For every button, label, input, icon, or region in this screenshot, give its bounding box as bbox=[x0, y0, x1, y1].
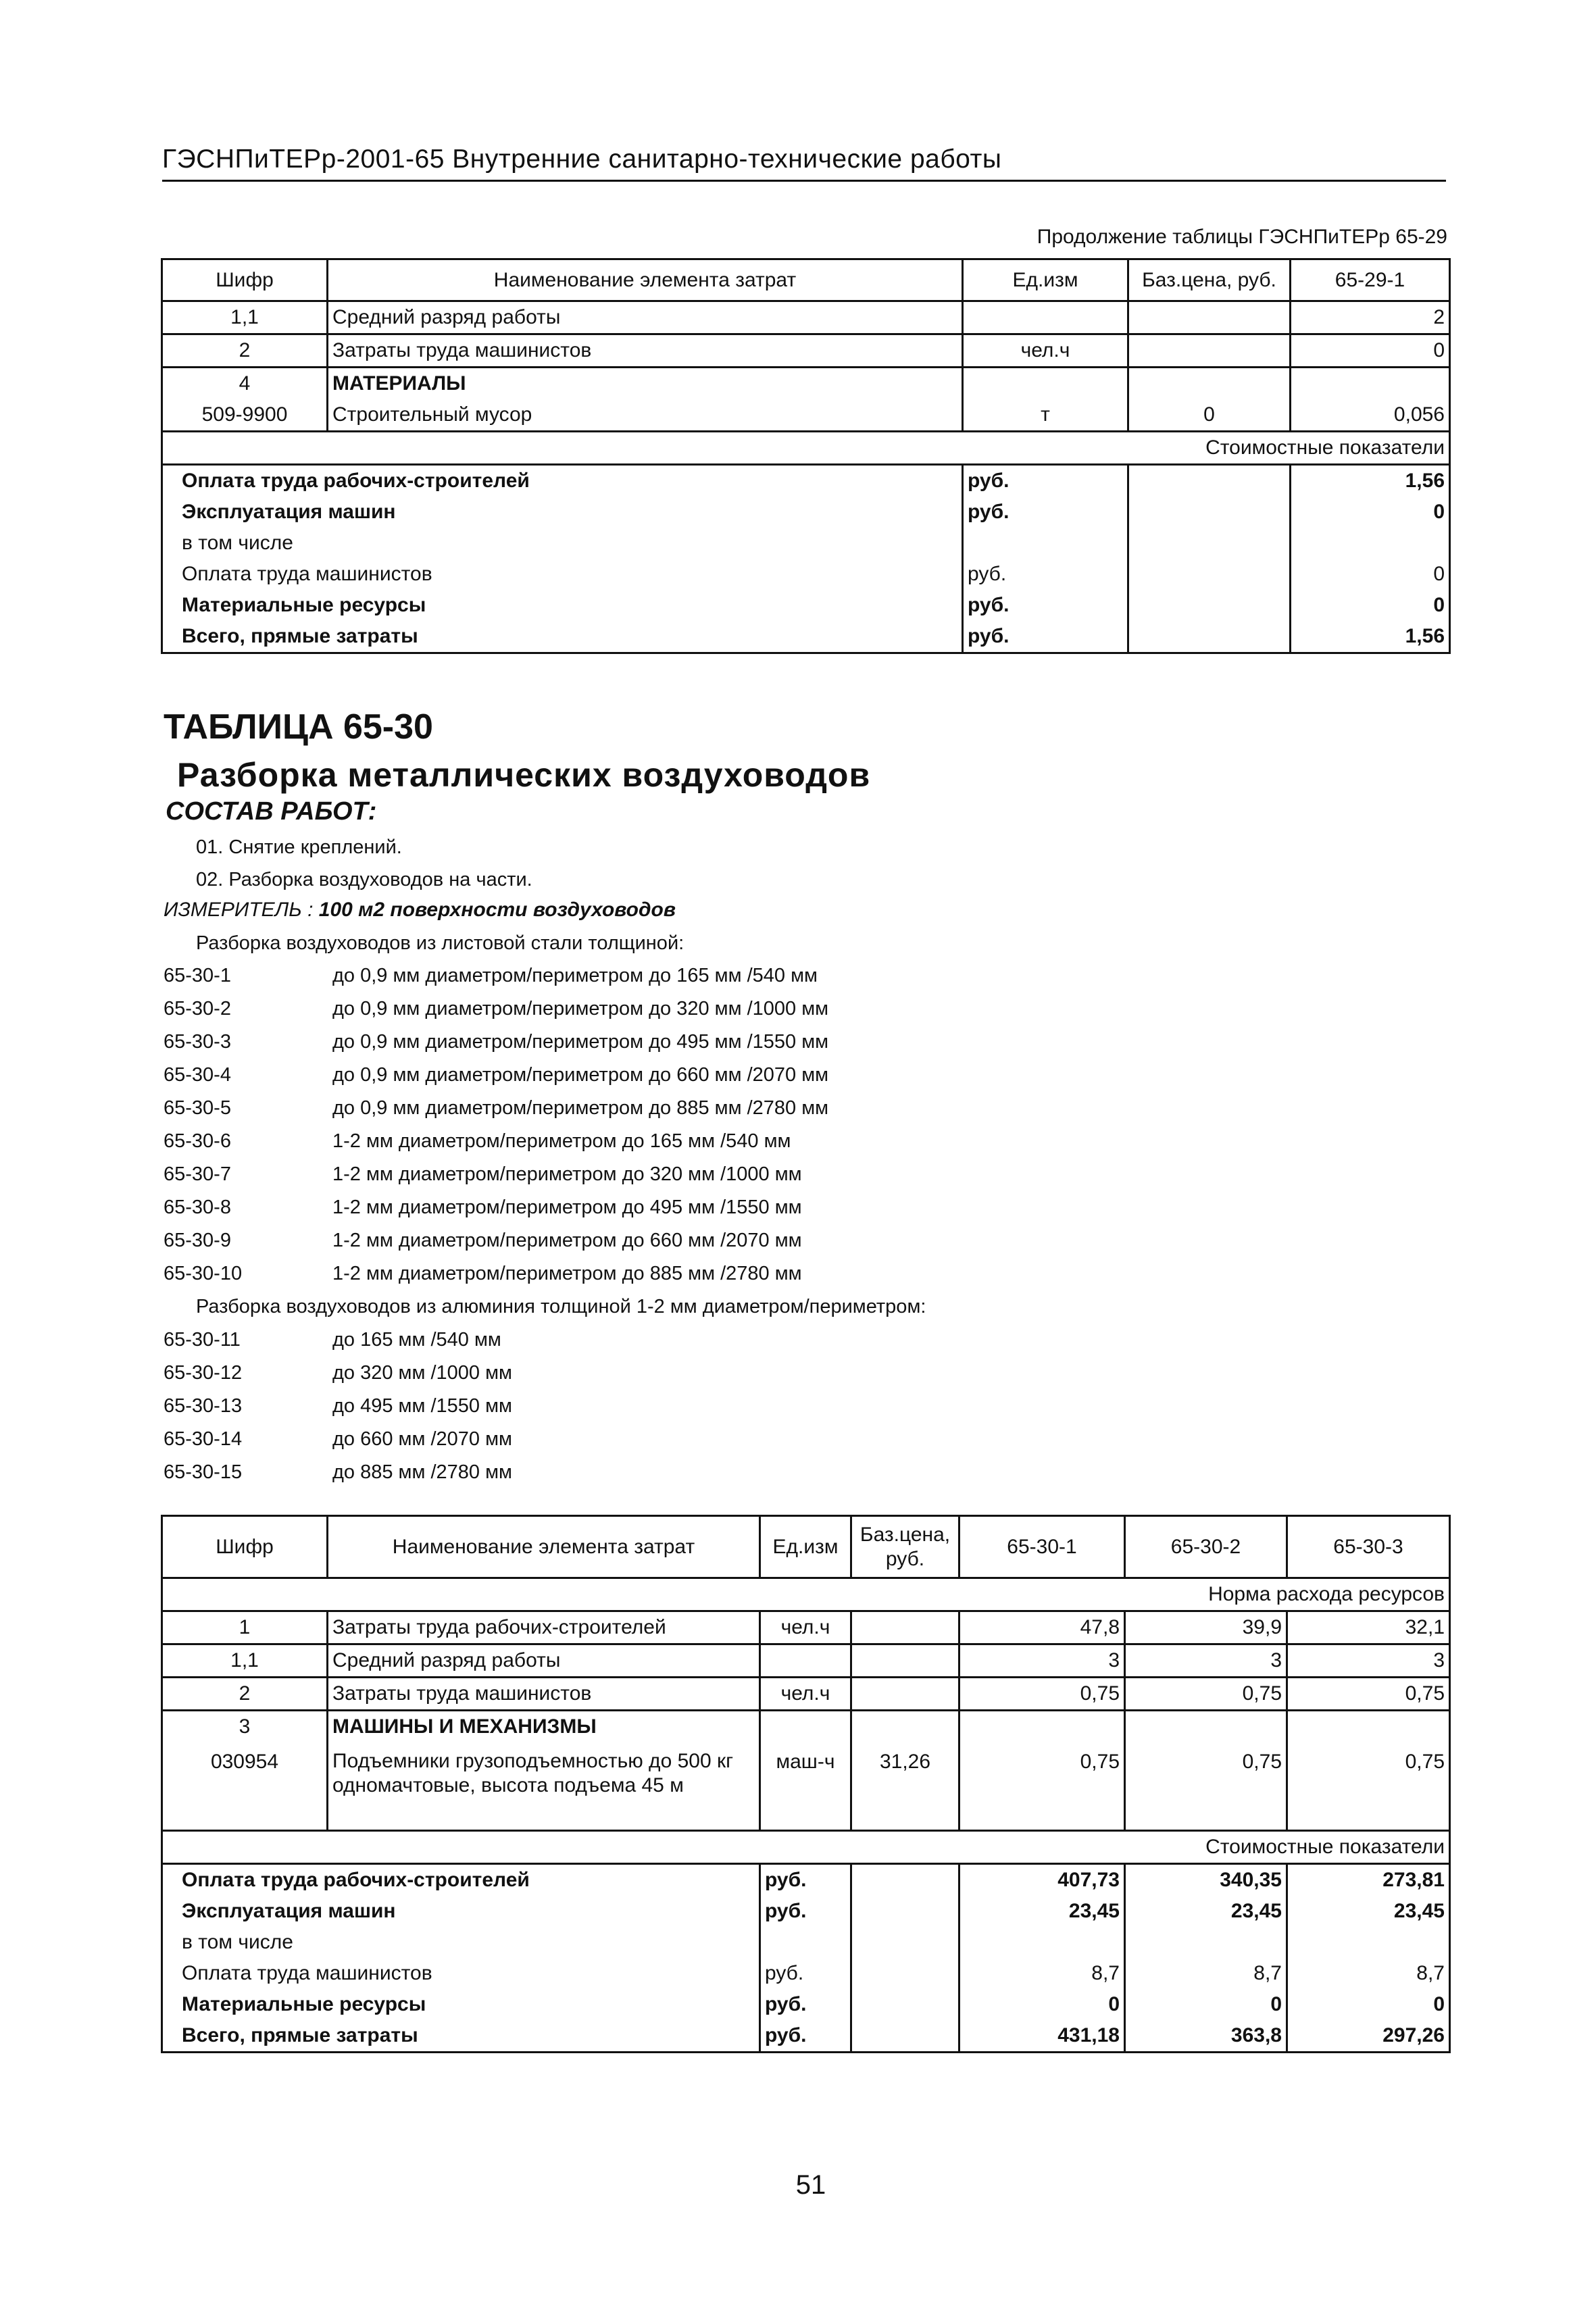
item-text: до 0,9 мм диаметром/периметром до 885 мм /2780 мм bbox=[332, 1097, 829, 1119]
section-row bbox=[162, 1830, 1450, 1863]
cell-value bbox=[1291, 368, 1450, 400]
item-text: 1-2 мм диаметром/периметром до 320 мм /1000 мм bbox=[332, 1163, 802, 1185]
col-header-unit: Ед.изм bbox=[760, 1516, 851, 1578]
cell-unit bbox=[963, 301, 1128, 334]
item-text: до 165 мм /540 мм bbox=[332, 1329, 501, 1351]
cell-value: 3 bbox=[1125, 1644, 1287, 1678]
cost-unit: руб. bbox=[760, 1958, 851, 1989]
cost-price bbox=[1128, 465, 1291, 497]
cell-unit bbox=[760, 1644, 851, 1678]
table-row bbox=[162, 399, 1450, 432]
section-label: Стоимостные показатели bbox=[162, 1830, 1450, 1863]
cost-value bbox=[1291, 528, 1450, 559]
cost-value: 1,56 bbox=[1291, 621, 1450, 653]
cell-value: 0,75 bbox=[1125, 1678, 1287, 1711]
cost-price bbox=[851, 1989, 959, 2020]
item-code: 65-30-10 bbox=[164, 1263, 243, 1284]
cost-price bbox=[851, 1958, 959, 1989]
cell-code: 4 bbox=[162, 368, 328, 400]
cell-price: 31,26 bbox=[851, 1742, 959, 1830]
cell-code: 3 bbox=[162, 1711, 328, 1743]
cell-value bbox=[1125, 1711, 1287, 1743]
cost-unit: руб. bbox=[760, 1863, 851, 1896]
item-code: 65-30-5 bbox=[164, 1097, 231, 1119]
cost-value: 8,7 bbox=[1287, 1958, 1450, 1989]
cost-row bbox=[162, 621, 1450, 653]
work-composition-heading: СОСТАВ РАБОТ: bbox=[166, 797, 377, 826]
cell-unit: чел.ч bbox=[963, 334, 1128, 368]
measure-unit bbox=[164, 899, 676, 922]
item-code: 65-30-2 bbox=[164, 998, 231, 1020]
cost-row bbox=[162, 2020, 1450, 2053]
cost-price bbox=[851, 2020, 959, 2053]
cell-name: Строительный мусор bbox=[328, 399, 963, 432]
cost-value: 340,35 bbox=[1125, 1863, 1287, 1896]
cost-name: в том числе bbox=[162, 1927, 760, 1958]
cost-row bbox=[162, 1958, 1450, 1989]
cell-price bbox=[1128, 368, 1291, 400]
table-row bbox=[162, 1644, 1450, 1678]
cost-value: 0 bbox=[1291, 559, 1450, 590]
list-item bbox=[164, 1362, 512, 1384]
cell-value: 0,75 bbox=[1125, 1742, 1287, 1830]
item-code: 65-30-1 bbox=[164, 965, 231, 986]
cost-name: Оплата труда рабочих-строителей bbox=[162, 1863, 760, 1896]
item-code: 65-30-14 bbox=[164, 1428, 243, 1450]
table-row bbox=[162, 368, 1450, 400]
cost-price bbox=[1128, 590, 1291, 621]
section-row bbox=[162, 432, 1450, 465]
cost-row bbox=[162, 559, 1450, 590]
list-item bbox=[164, 1197, 802, 1219]
cost-name: Всего, прямые затраты bbox=[162, 2020, 760, 2053]
cost-unit: руб. bbox=[963, 465, 1128, 497]
cell-unit: чел.ч bbox=[760, 1678, 851, 1711]
table-header-row bbox=[162, 259, 1450, 301]
list-item bbox=[164, 1230, 802, 1252]
list-item bbox=[164, 1395, 512, 1417]
cost-unit bbox=[760, 1927, 851, 1958]
cost-row bbox=[162, 590, 1450, 621]
cell-price bbox=[851, 1711, 959, 1743]
item-text: до 0,9 мм диаметром/периметром до 320 мм /1000 мм bbox=[332, 998, 829, 1020]
section-label: Норма расхода ресурсов bbox=[162, 1578, 1450, 1611]
cell-unit: чел.ч bbox=[760, 1611, 851, 1644]
section-label: Стоимостные показатели bbox=[162, 432, 1450, 465]
list-item bbox=[164, 965, 818, 987]
cost-value: 407,73 bbox=[959, 1863, 1125, 1896]
cell-code: 2 bbox=[162, 334, 328, 368]
cost-value: 23,45 bbox=[1125, 1896, 1287, 1927]
item-code: 65-30-4 bbox=[164, 1064, 231, 1086]
cost-price bbox=[1128, 559, 1291, 590]
section-row bbox=[162, 1578, 1450, 1611]
cell-price bbox=[1128, 301, 1291, 334]
cost-value bbox=[1125, 1927, 1287, 1958]
cell-value: 3 bbox=[959, 1644, 1125, 1678]
cell-code: 2 bbox=[162, 1678, 328, 1711]
col-header-price: Баз.цена, руб. bbox=[1128, 259, 1291, 301]
table-row bbox=[162, 1611, 1450, 1644]
cell-price: 0 bbox=[1128, 399, 1291, 432]
cost-value: 23,45 bbox=[959, 1896, 1125, 1927]
cost-value: 0 bbox=[1287, 1989, 1450, 2020]
list-item bbox=[164, 1428, 512, 1451]
cell-name: Подъемники грузоподъемностью до 500 кг одномачтовые, высота подъема 45 м bbox=[328, 1742, 760, 1830]
list-item bbox=[164, 1064, 828, 1086]
cost-name: Материальные ресурсы bbox=[162, 1989, 760, 2020]
cell-value: 0,75 bbox=[959, 1742, 1125, 1830]
cost-name: Эксплуатация машин bbox=[162, 1896, 760, 1927]
measure-value: 100 м2 поверхности воздуховодов bbox=[318, 899, 676, 921]
cost-value: 0 bbox=[1291, 590, 1450, 621]
cost-price bbox=[851, 1927, 959, 1958]
cell-code: 1 bbox=[162, 1611, 328, 1644]
cost-name: Оплата труда машинистов bbox=[162, 1958, 760, 1989]
col-header-rate-1: 65-30-1 bbox=[959, 1516, 1125, 1578]
cost-unit: руб. bbox=[760, 2020, 851, 2053]
cost-name: Эксплуатация машин bbox=[162, 497, 963, 528]
cost-price bbox=[851, 1896, 959, 1927]
cost-row bbox=[162, 1989, 1450, 2020]
cell-price bbox=[851, 1611, 959, 1644]
cost-value: 8,7 bbox=[959, 1958, 1125, 1989]
cost-value bbox=[959, 1927, 1125, 1958]
item-text: до 495 мм /1550 мм bbox=[332, 1395, 512, 1417]
item-code: 65-30-9 bbox=[164, 1230, 231, 1251]
cost-name: Оплата труда рабочих-строителей bbox=[162, 465, 963, 497]
cost-unit: руб. bbox=[963, 621, 1128, 653]
cost-value: 23,45 bbox=[1287, 1896, 1450, 1927]
cost-row bbox=[162, 1896, 1450, 1927]
cell-code: 1,1 bbox=[162, 1644, 328, 1678]
cell-name: Затраты труда машинистов bbox=[328, 1678, 760, 1711]
cell-code: 1,1 bbox=[162, 301, 328, 334]
cell-value bbox=[1287, 1711, 1450, 1743]
cost-price bbox=[1128, 497, 1291, 528]
item-text: 1-2 мм диаметром/периметром до 495 мм /1550 мм bbox=[332, 1197, 802, 1218]
cell-code: 030954 bbox=[162, 1742, 328, 1830]
table-row bbox=[162, 1742, 1450, 1830]
cost-name: Материальные ресурсы bbox=[162, 590, 963, 621]
cell-name: МАТЕРИАЛЫ bbox=[328, 368, 963, 400]
cost-value: 273,81 bbox=[1287, 1863, 1450, 1896]
cost-unit: руб. bbox=[963, 497, 1128, 528]
cell-value: 2 bbox=[1291, 301, 1450, 334]
item-text: 1-2 мм диаметром/периметром до 660 мм /2070 мм bbox=[332, 1230, 802, 1251]
cost-row bbox=[162, 528, 1450, 559]
cell-name: Затраты труда машинистов bbox=[328, 334, 963, 368]
list-item bbox=[164, 1329, 501, 1351]
group-note: Разборка воздуховодов из алюминия толщиной 1-2 мм диаметром/периметром: bbox=[196, 1296, 926, 1317]
col-header-name: Наименование элемента затрат bbox=[328, 259, 963, 301]
list-item bbox=[164, 1461, 512, 1484]
cell-price bbox=[1128, 334, 1291, 368]
cost-value: 0 bbox=[1125, 1989, 1287, 2020]
list-item bbox=[164, 1263, 802, 1285]
item-code: 65-30-12 bbox=[164, 1362, 243, 1384]
item-code: 65-30-6 bbox=[164, 1130, 231, 1152]
group-note: Разборка воздуховодов из листовой стали толщиной: bbox=[196, 932, 684, 954]
resource-table-65-29 bbox=[161, 258, 1451, 654]
cost-row bbox=[162, 497, 1450, 528]
cell-name: Средний разряд работы bbox=[328, 1644, 760, 1678]
item-code: 65-30-3 bbox=[164, 1031, 231, 1053]
cell-value: 0,75 bbox=[959, 1678, 1125, 1711]
item-code: 65-30-8 bbox=[164, 1197, 231, 1218]
cost-unit: руб. bbox=[963, 590, 1128, 621]
measure-label: ИЗМЕРИТЕЛЬ : bbox=[164, 899, 314, 921]
cost-unit: руб. bbox=[963, 559, 1128, 590]
cost-value: 0 bbox=[1291, 497, 1450, 528]
col-header-unit: Ед.изм bbox=[963, 259, 1128, 301]
col-header-rate-2: 65-30-2 bbox=[1125, 1516, 1287, 1578]
cell-unit: т bbox=[963, 399, 1128, 432]
cell-name: Средний разряд работы bbox=[328, 301, 963, 334]
table-continuation-caption: Продолжение таблицы ГЭСНПиТЕРр 65-29 bbox=[1037, 226, 1447, 248]
resource-table-65-30 bbox=[161, 1515, 1451, 2053]
list-item bbox=[164, 1031, 828, 1053]
cell-unit bbox=[760, 1711, 851, 1743]
cell-value bbox=[959, 1711, 1125, 1743]
cell-unit bbox=[963, 368, 1128, 400]
item-text: до 885 мм /2780 мм bbox=[332, 1461, 512, 1483]
cost-row bbox=[162, 1927, 1450, 1958]
work-step: 02. Разборка воздуховодов на части. bbox=[196, 869, 532, 890]
item-text: до 320 мм /1000 мм bbox=[332, 1362, 512, 1384]
col-header-price: Баз.цена, руб. bbox=[851, 1516, 959, 1578]
cost-value: 431,18 bbox=[959, 2020, 1125, 2053]
table-header-row bbox=[162, 1516, 1450, 1578]
cost-price bbox=[1128, 528, 1291, 559]
col-header-code: Шифр bbox=[162, 259, 328, 301]
item-text: до 0,9 мм диаметром/периметром до 660 мм /2070 мм bbox=[332, 1064, 829, 1086]
list-item bbox=[164, 1163, 802, 1186]
col-header-rate: 65-29-1 bbox=[1291, 259, 1450, 301]
item-code: 65-30-13 bbox=[164, 1395, 243, 1417]
cost-value: 297,26 bbox=[1287, 2020, 1450, 2053]
cost-price bbox=[1128, 621, 1291, 653]
cost-unit bbox=[963, 528, 1128, 559]
cell-value: 0 bbox=[1291, 334, 1450, 368]
running-header: ГЭСНПиТЕРр-2001-65 Внутренние санитарно-технические работы bbox=[162, 145, 1446, 182]
cost-name: Оплата труда машинистов bbox=[162, 559, 963, 590]
table-row bbox=[162, 301, 1450, 334]
cost-name: Всего, прямые затраты bbox=[162, 621, 963, 653]
item-text: 1-2 мм диаметром/периметром до 885 мм /2780 мм bbox=[332, 1263, 802, 1284]
cost-row bbox=[162, 1863, 1450, 1896]
table-subtitle: Разборка металлических воздуховодов bbox=[177, 756, 871, 794]
table-title: ТАБЛИЦА 65-30 bbox=[164, 707, 433, 747]
cell-name: МАШИНЫ И МЕХАНИЗМЫ bbox=[328, 1711, 760, 1743]
col-header-code: Шифр bbox=[162, 1516, 328, 1578]
list-item bbox=[164, 1097, 828, 1120]
cost-value: 0 bbox=[959, 1989, 1125, 2020]
cost-value: 8,7 bbox=[1125, 1958, 1287, 1989]
cost-name: в том числе bbox=[162, 528, 963, 559]
cost-price bbox=[851, 1863, 959, 1896]
cost-unit: руб. bbox=[760, 1896, 851, 1927]
item-text: 1-2 мм диаметром/периметром до 165 мм /540 мм bbox=[332, 1130, 791, 1152]
cost-unit: руб. bbox=[760, 1989, 851, 2020]
cell-price bbox=[851, 1678, 959, 1711]
cost-row bbox=[162, 465, 1450, 497]
cell-unit: маш-ч bbox=[760, 1742, 851, 1830]
cost-value: 1,56 bbox=[1291, 465, 1450, 497]
item-text: до 0,9 мм диаметром/периметром до 165 мм /540 мм bbox=[332, 965, 818, 986]
item-code: 65-30-7 bbox=[164, 1163, 231, 1185]
cell-value: 47,8 bbox=[959, 1611, 1125, 1644]
item-code: 65-30-15 bbox=[164, 1461, 243, 1483]
cost-value: 363,8 bbox=[1125, 2020, 1287, 2053]
cell-value: 0,75 bbox=[1287, 1678, 1450, 1711]
cell-name: Затраты труда рабочих-строителей bbox=[328, 1611, 760, 1644]
cell-value: 0,056 bbox=[1291, 399, 1450, 432]
item-code: 65-30-11 bbox=[164, 1329, 241, 1351]
cell-price bbox=[851, 1644, 959, 1678]
work-step: 01. Снятие креплений. bbox=[196, 836, 402, 858]
page-number: 51 bbox=[795, 2170, 826, 2200]
cell-value: 3 bbox=[1287, 1644, 1450, 1678]
cell-value: 32,1 bbox=[1287, 1611, 1450, 1644]
table-row bbox=[162, 334, 1450, 368]
cell-value: 0,75 bbox=[1287, 1742, 1450, 1830]
col-header-rate-3: 65-30-3 bbox=[1287, 1516, 1450, 1578]
table-row bbox=[162, 1711, 1450, 1743]
cost-value bbox=[1287, 1927, 1450, 1958]
list-item bbox=[164, 1130, 791, 1153]
item-text: до 0,9 мм диаметром/периметром до 495 мм /1550 мм bbox=[332, 1031, 829, 1053]
item-text: до 660 мм /2070 мм bbox=[332, 1428, 512, 1450]
cell-value: 39,9 bbox=[1125, 1611, 1287, 1644]
table-row bbox=[162, 1678, 1450, 1711]
list-item bbox=[164, 998, 828, 1020]
cell-code: 509-9900 bbox=[162, 399, 328, 432]
col-header-name: Наименование элемента затрат bbox=[328, 1516, 760, 1578]
